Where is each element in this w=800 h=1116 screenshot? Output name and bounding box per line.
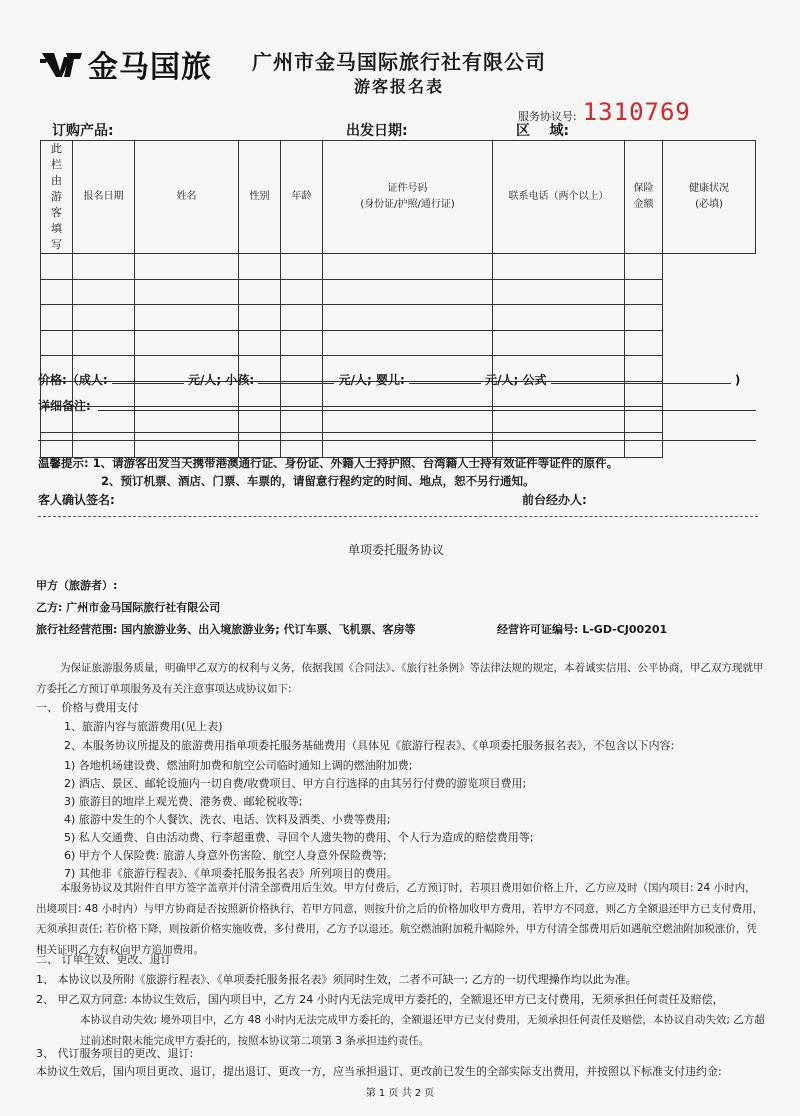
- cell-health[interactable]: [625, 330, 663, 356]
- table-row: [41, 254, 756, 280]
- agreement-intro: 为保证旅游服务质量，明确甲乙双方的权利与义务，依据我国《合同法》、《旅行社条例》等法律法规的规定，本着诚实信用、公平协商，甲乙双方现就甲方委托乙方预订单项服务及有关注意事项达成协议如下:: [36, 662, 764, 695]
- cell-phone[interactable]: [323, 254, 493, 280]
- cell-register-date[interactable]: [41, 432, 73, 458]
- exclusion-item: 3) 旅游目的地岸上观光费、港务费、邮轮税收等;: [64, 795, 303, 808]
- exclusion-item: 6) 甲方个人保险费: 旅游人身意外伤害险、航空人身意外保险费等;: [64, 849, 387, 862]
- clause-2-3: 3、 代订服务项目的更改、退订:: [36, 1047, 194, 1060]
- clause-2-2: 2、 甲乙双方同意: 本协议生效后，国内项目中，乙方 24 小时内无法完成甲方委托的，全额退还甲方已支付费用，无须承担任何责任及赔偿，: [36, 993, 724, 1006]
- agreement-number-label: 服务协议号:: [518, 110, 577, 123]
- agreement-number-stamp: 1310769: [582, 98, 691, 126]
- exclusion-item: 7) 其他非《旅游行程表》、《单项委托服务报名表》所列项目的费用。: [64, 867, 398, 880]
- cell-gender[interactable]: [135, 432, 239, 458]
- tips-block: [38, 455, 618, 471]
- side-label-char: 写: [51, 238, 62, 251]
- col-header-register-date: 报名日期: [73, 141, 135, 254]
- price-child-label: 小孩:: [225, 373, 255, 387]
- cell-phone[interactable]: [323, 305, 493, 331]
- remarks-label: 详细备注:: [38, 399, 91, 413]
- table-row: [41, 330, 756, 356]
- departure-date-label: 出发日期:: [346, 123, 408, 139]
- price-line: [38, 372, 740, 388]
- cell-age[interactable]: [239, 254, 281, 280]
- col-header-gender: 性别: [239, 141, 281, 254]
- exclusion-item: 2) 酒店、景区、邮轮设施内一切自费/收费项目、甲方自行选择的由其另行付费的游览项目费用;: [64, 777, 527, 790]
- col-header-phone: 联系电话（两个以上）: [493, 141, 625, 254]
- section-2-heading: 二、 订单生效、更改、退订: [36, 953, 172, 966]
- remarks-line-2[interactable]: [38, 440, 756, 441]
- cell-name[interactable]: [73, 254, 135, 280]
- side-label-char: 由: [51, 174, 62, 187]
- customer-signature-label: 客人确认签名:: [38, 493, 115, 507]
- tip-2: 2、预订机票、酒店、门票、车票的，请留意行程约定的时间、地点，恕不另行通知。: [101, 474, 535, 488]
- col-header-name: 姓名: [135, 141, 239, 254]
- cell-id-number[interactable]: [281, 330, 323, 356]
- section-1-heading: 一、 价格与费用支付: [36, 701, 139, 714]
- cell-name[interactable]: [73, 330, 135, 356]
- cell-insurance[interactable]: [493, 330, 625, 356]
- cell-insurance[interactable]: [493, 432, 625, 458]
- cell-id-number[interactable]: [281, 305, 323, 331]
- cell-id-number[interactable]: [281, 279, 323, 305]
- clause-2-1: 1、 本协议以及所附《旅游行程表》、《单项委托服务报名表》须同时生效，二者不可缺一; 乙方的一切代理操作均以此为准。: [36, 973, 637, 986]
- cell-phone[interactable]: [323, 330, 493, 356]
- section-divider: [38, 516, 758, 517]
- company-logo: [40, 42, 212, 86]
- price-adult-label: （成人:: [66, 373, 108, 387]
- cell-phone[interactable]: [323, 279, 493, 305]
- cell-gender[interactable]: [135, 279, 239, 305]
- col-header-insurance: 保险 金额: [625, 141, 663, 254]
- cell-name[interactable]: [73, 279, 135, 305]
- side-label-char: 填: [51, 222, 62, 235]
- cell-register-date[interactable]: [41, 279, 73, 305]
- remarks-line-1[interactable]: [98, 410, 756, 411]
- agent-label: 前台经办人:: [522, 493, 587, 507]
- side-label-vertical: [41, 141, 72, 253]
- cell-name[interactable]: [73, 432, 135, 458]
- cell-id-number[interactable]: [281, 432, 323, 458]
- price-adult-unit: 元/人;: [188, 373, 222, 387]
- price-close: ): [734, 373, 741, 387]
- cell-id-number[interactable]: [281, 254, 323, 280]
- cell-gender[interactable]: [135, 330, 239, 356]
- party-b: 乙方: 广州市金马国际旅行社有限公司: [36, 601, 221, 614]
- cell-health[interactable]: [625, 305, 663, 331]
- table-row: [41, 305, 756, 331]
- cell-health[interactable]: [625, 279, 663, 305]
- clause-1-2: 2、本服务协议所提及的旅游费用指单项委托服务基础费用（具体见《旅游行程表》、《单项委托服务报名表》，不包含以下内容:: [64, 739, 675, 752]
- license-number: 经营许可证编号: L-GD-CJ00201: [497, 623, 668, 636]
- side-label-char: 游: [51, 190, 62, 203]
- table-row: [41, 432, 756, 458]
- col-header-age: 年龄: [281, 141, 323, 254]
- logo-text: 金马国旅: [88, 50, 212, 85]
- price-adult-input[interactable]: [112, 372, 184, 384]
- side-label-char: 栏: [51, 158, 62, 171]
- cell-insurance[interactable]: [493, 279, 625, 305]
- cell-phone[interactable]: [323, 432, 493, 458]
- form-title: 游客报名表: [354, 77, 445, 96]
- side-label-cell: [41, 141, 73, 254]
- clause-1-1: 1、旅游内容与旅游费用(见上表): [64, 720, 223, 733]
- col-header-health: 健康状况 (必填): [663, 141, 756, 254]
- party-a: 甲方（旅游者）:: [36, 579, 118, 592]
- cell-gender[interactable]: [135, 305, 239, 331]
- tips-label: 温馨提示:: [38, 456, 89, 470]
- cell-age[interactable]: [239, 330, 281, 356]
- region-label: 区 域:: [516, 123, 570, 139]
- price-child-input[interactable]: [258, 372, 334, 384]
- cell-health[interactable]: [625, 432, 663, 458]
- cell-name[interactable]: [73, 305, 135, 331]
- page-footer: 第 1 页 共 2 页: [365, 1088, 435, 1099]
- clause-2-2-cont: 本协议自动失效; 境外项目中，乙方 48 小时内无法完成甲方委托的，全额退还甲方已支付费用，无须承担任何责任及赔偿，本协议自动失效; 乙方超过前述时限未能完成甲方委托的，按照本协议第二项第 3 条承担违约责任。: [80, 1014, 765, 1047]
- table-row: [41, 279, 756, 305]
- cell-insurance[interactable]: [493, 305, 625, 331]
- clause-payment-terms: 本服务协议及其附件自甲方签字盖章并付清全部费用后生效。甲方付费后，乙方预订时，若项目费用如价格上升，乙方应及时（国内项目: 24 小时内，出境项目: 48 小时内）与甲方协商是否按照新价格执行，若甲方同意，则按升价之后的价格加收甲方费用，若甲方不同意，则乙方全额退还甲方已支付费用，无须承担责任; 若价格下降，则按新价格实施收费，多付费用，乙方予以退还。航空燃油附加税升幅除外，甲方付清全部费用后如遇航空燃油附加税涨价，凭相关证明乙方有权向甲方追加费用。: [36, 882, 764, 956]
- table-header-row: [41, 141, 756, 254]
- product-label: 订购产品:: [52, 123, 114, 139]
- cell-health[interactable]: [625, 254, 663, 280]
- cell-age[interactable]: [239, 305, 281, 331]
- business-scope: 旅行社经营范围: 国内旅游业务、出入境旅游业务; 代订车票、飞机票、客房等: [36, 623, 416, 636]
- cell-register-date[interactable]: [41, 254, 73, 280]
- agreement-title: 单项委托服务协议: [348, 543, 445, 557]
- cell-register-date[interactable]: [41, 305, 73, 331]
- tip-1: 1、请游客出发当天携带港澳通行证、身份证、外籍人士持护照、台湾籍人士持有效证件等证件的原件。: [92, 456, 619, 470]
- price-infant-input[interactable]: [409, 372, 481, 384]
- price-label: 价格:: [38, 373, 67, 387]
- exclusion-item: 5) 私人交通费、自由活动费、行李超重费、寻回个人遗失物的费用、个人行为造成的赔偿费用等;: [64, 831, 534, 844]
- cell-insurance[interactable]: [493, 254, 625, 280]
- clause-2-3-cont: 本协议生效后，国内项目更改、退订，提出退订、更改一方，应当承担退订、更改前已发生的全部实际支出费用，并按照以下标准支付违约金:: [36, 1065, 722, 1078]
- side-label-char: 此: [51, 142, 62, 155]
- cell-age[interactable]: [239, 279, 281, 305]
- company-name: 广州市金马国际旅行社有限公司: [252, 50, 546, 74]
- exclusion-item: 1) 各地机场建设费、燃油附加费和航空公司临时通知上调的燃油附加费;: [64, 759, 413, 772]
- price-formula-label: 元/人; 公式: [485, 373, 547, 387]
- side-label-char: 客: [51, 206, 62, 219]
- jinma-horse-logo-icon: [40, 49, 84, 79]
- price-formula-input[interactable]: [551, 372, 731, 384]
- exclusion-item: 4) 旅游中发生的个人餐饮、洗衣、电话、饮料及酒类、小费等费用;: [64, 813, 391, 826]
- col-header-id-number: 证件号码 (身份证/护照/通行证): [323, 141, 493, 254]
- price-child-unit: 元/人;: [338, 373, 372, 387]
- cell-age[interactable]: [239, 432, 281, 458]
- price-infant-label: 婴儿:: [375, 373, 405, 387]
- cell-gender[interactable]: [135, 254, 239, 280]
- cell-register-date[interactable]: [41, 330, 73, 356]
